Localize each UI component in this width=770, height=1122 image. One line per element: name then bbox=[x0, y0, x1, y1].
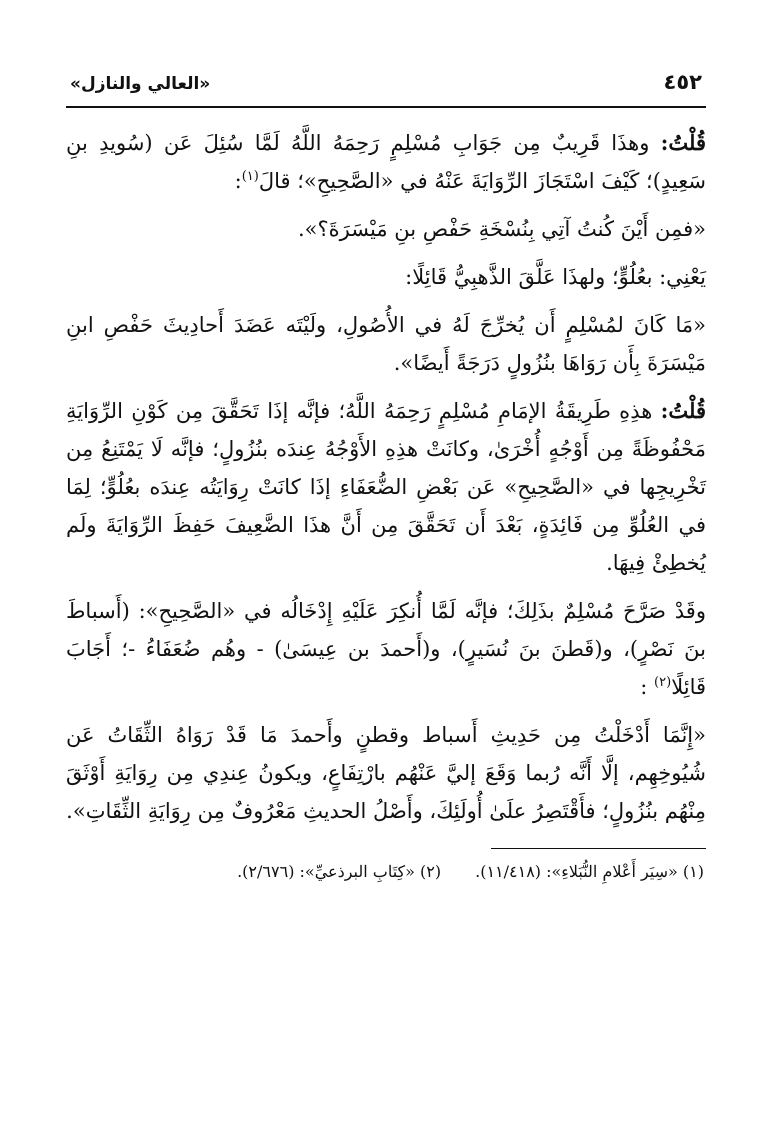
paragraph-3 bbox=[66, 392, 706, 582]
paragraph-4-end: : bbox=[640, 675, 655, 699]
page-body bbox=[66, 124, 706, 830]
footnote-2: (٢) «كِتَابِ البرذعيِّ»: (٢/٦٧٦). bbox=[237, 862, 442, 881]
footnote-ref-1[interactable]: (١) bbox=[241, 169, 259, 184]
quote-1: «فمِن أَيْنَ كُنتُ آتِي بِنُسْخَةِ حَفْصِ بنِ مَيْسَرَةَ؟». bbox=[297, 217, 706, 241]
footnote-ref-2[interactable]: (٢) bbox=[654, 675, 672, 690]
paragraph-1-text: وهذَا قَرِيبٌ مِن جَوَابِ مُسْلِمٍ رَحِمَهُ اللَّهُ لَمَّا سُئِلَ عَن (سُويدِ بنِ سَعِيدٍ)؛ كَيْفَ اسْتَجَازَ الرِّوَايَةَ عَنْهُ في «الصَّحِيحِ»؛ قالَ bbox=[66, 131, 706, 193]
paragraph-4 bbox=[66, 592, 706, 706]
paragraph-4-text: وقَدْ صَرَّحَ مُسْلِمٌ بذَلِكَ؛ فإنَّه لَمَّا أُنكِرَ عَلَيْهِ إِدْخَالُه في «الصَّحِيحِ»: (أَسباطَ بنَ نَصْرٍ)، و(قَطنَ بنَ نُسَيرٍ)، و(أَحمدَ بن عِيسَىٰ) - وهُم ضُعَفَاءُ -؛ أَجَابَ قَائِلًا bbox=[66, 599, 706, 699]
footnote-rule bbox=[491, 848, 706, 849]
running-title: «العالي والنازل» bbox=[70, 74, 211, 94]
paragraph-2: يَعْنِي: بعُلُوٍّ؛ ولهذَا عَلَّقَ الذَّهبِيُّ قَائِلًا: bbox=[405, 265, 706, 289]
qultu-term: قُلْتُ: bbox=[660, 130, 706, 155]
paragraph-1 bbox=[66, 124, 706, 200]
book-page bbox=[66, 58, 706, 885]
footnote-1: (١) «سِيَر أَعْلامِ النُّبَلاءِ»: (١١/٤١٨). bbox=[475, 862, 704, 881]
quote-3: «إِنَّمَا أَدْخَلْتُ مِن حَدِيثِ أَسباط وقطنٍ وأَحمدَ مَا قَدْ رَوَاهُ الثِّقَاتُ عَن شُيُوخِهِم، إلَّا أَنَّه رُبما وَقَعَ إليَّ عَنْهُم بارْتِفَاعٍ، ويكونُ عِندِي مِن رِوَايَةِ أَوْثَقَ مِنْهُم بنُزُولٍ؛ فأَقْتَصِرُ علَىٰ أُولَئِكَ، وأَصْلُ الحديثِ مَعْرُوفٌ مِن رِوَايَةِ الثِّقَاتِ». bbox=[66, 723, 706, 823]
footnotes bbox=[66, 859, 706, 885]
paragraph-1-end: : bbox=[234, 169, 242, 193]
page-number: ٤٥٢ bbox=[663, 70, 702, 94]
quote-2: «مَا كَانَ لمُسْلِمٍ أَن يُخرِّجَ لَهُ في الأُصُولِ، ولَيْتَه عَضَدَ أَحادِيثَ حَفْصِ ابنِ مَيْسَرَةَ بِأَن رَوَاهَا بنُزُولٍ دَرَجَةً أَيضًا». bbox=[66, 313, 706, 375]
running-head bbox=[66, 58, 706, 100]
header-rule bbox=[66, 106, 706, 108]
paragraph-3-text: هذِهِ طَرِيقَةُ الإمَامِ مُسْلِمٍ رَحِمَهُ اللَّهُ؛ فإنَّه إذَا تَحَقَّقَ مِن كَوْنِ الرِّوَايَةِ مَحْفُوظَةً مِن أَوْجُهٍ أُخْرَىٰ، وكانَتْ هذِهِ الأَوْجُهُ عِندَه بنُزُولٍ؛ فإنَّه لَا يَمْتَنِعُ مِن تَخْرِيجِها في «الصَّحِيحِ» عَن بَعْضِ الضُّعَفَاءِ إذَا كانَتْ رِوَايَتُه عِندَه بعُلُوٍّ؛ لِمَا في العُلُوِّ مِن فَائِدَةٍ، بَعْدَ أَن تَحَقَّقَ مِن أَنَّ هذَا الضَّعِيفَ حَفِظَ الرِّوَايَةَ ولَم يُخطِئْ فِيهَا. bbox=[66, 399, 706, 575]
qultu-term: قُلْتُ: bbox=[660, 398, 706, 423]
